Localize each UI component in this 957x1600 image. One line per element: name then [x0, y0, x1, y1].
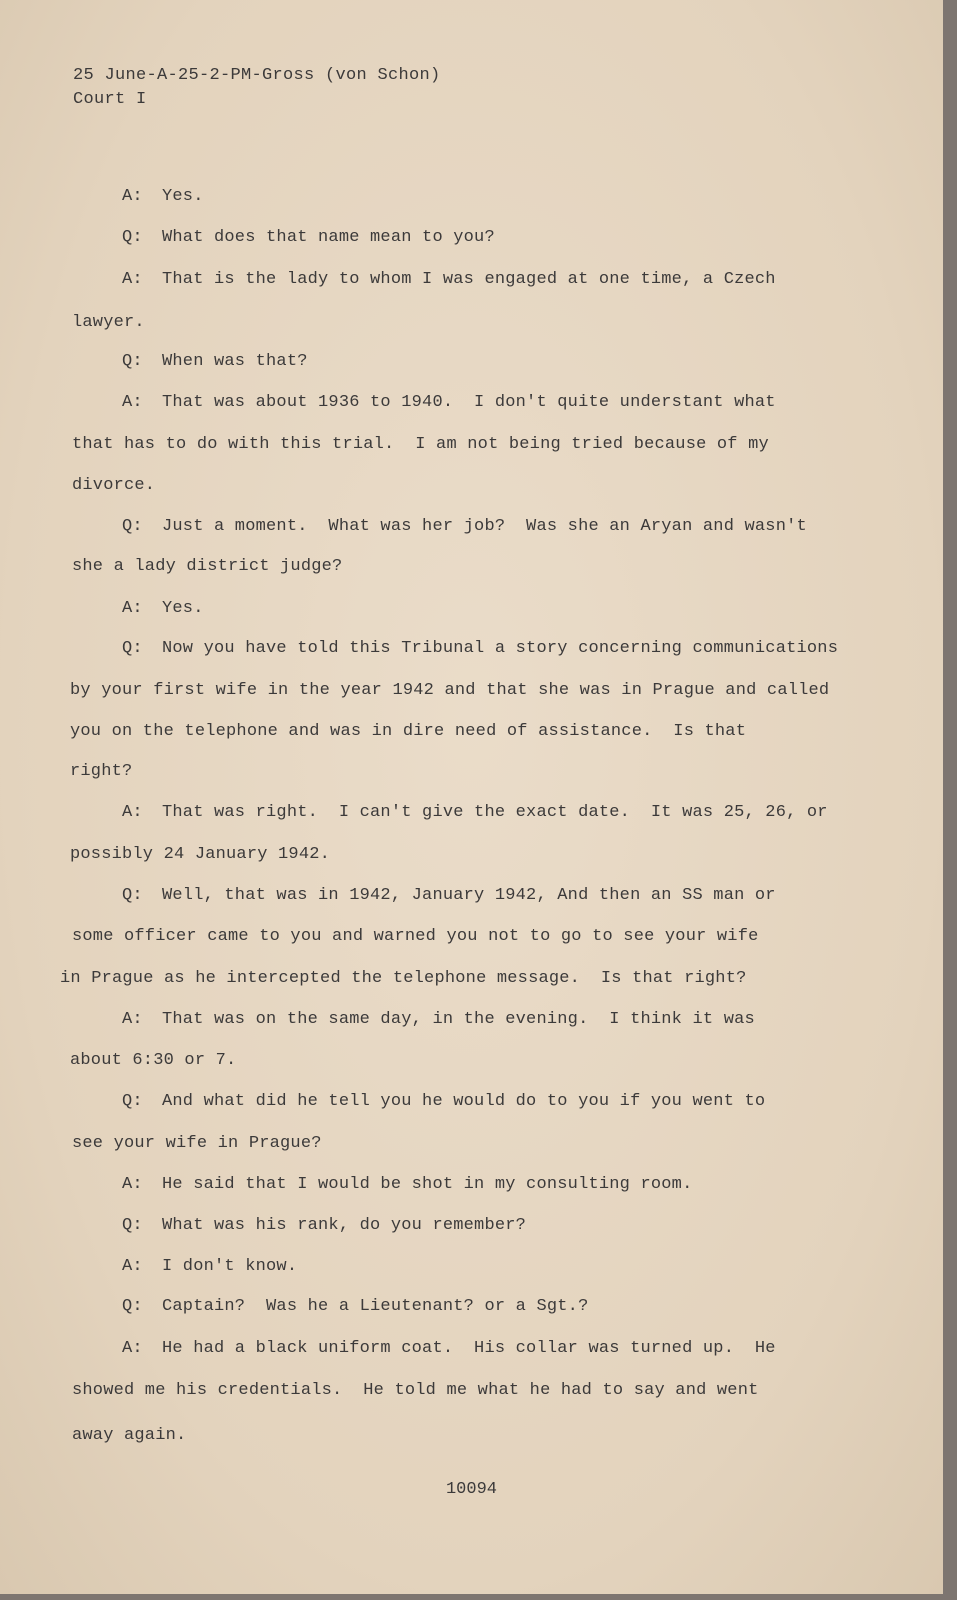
line-text: by your first wife in the year 1942 and that she was in Prague and called: [70, 681, 830, 700]
line-text: That was about 1936 to 1940. I don't quite understant what: [162, 393, 776, 412]
transcript-continuation: [70, 762, 132, 781]
line-text: that has to do with this trial. I am not being tried because of my: [72, 435, 769, 454]
transcript-line: [122, 187, 204, 206]
transcript-line: [122, 639, 838, 658]
line-text: lawyer.: [72, 313, 145, 332]
transcript-line: [122, 228, 495, 247]
line-text: she a lady district judge?: [72, 557, 343, 576]
document-header: [73, 64, 441, 112]
transcript-line: [122, 886, 776, 905]
transcript-continuation: [72, 1426, 186, 1445]
transcript-line: [122, 1257, 297, 1276]
transcript-line: [122, 1010, 755, 1029]
line-text: He said that I would be shot in my consulting room.: [162, 1175, 693, 1194]
line-text: That was on the same day, in the evening. I think it was: [162, 1010, 755, 1029]
speaker-label: Q:: [122, 517, 143, 536]
transcript-continuation: [72, 435, 769, 454]
speaker-label: A:: [122, 187, 143, 206]
speaker-label: Q:: [122, 1216, 143, 1235]
line-text: showed me his credentials. He told me what he had to say and went: [72, 1381, 759, 1400]
line-text: What does that name mean to you?: [162, 228, 495, 247]
transcript-continuation: [70, 681, 829, 700]
line-text: Yes.: [162, 599, 204, 618]
line-text: possibly 24 January 1942.: [70, 845, 331, 864]
speaker-label: A:: [122, 803, 143, 822]
line-text: divorce.: [72, 476, 156, 495]
transcript-line: [122, 599, 204, 618]
speaker-label: Q:: [122, 639, 143, 658]
line-text: Captain? Was he a Lieutenant? or a Sgt.?: [162, 1297, 589, 1316]
line-text: And what did he tell you he would do to you if you went to: [162, 1092, 766, 1111]
transcript-continuation: [70, 722, 746, 741]
transcript-continuation: [72, 1381, 759, 1400]
line-text: What was his rank, do you remember?: [162, 1216, 527, 1235]
speaker-label: A:: [122, 1257, 143, 1276]
speaker-label: Q:: [122, 228, 143, 247]
speaker-label: A:: [122, 1339, 143, 1358]
transcript-line: [122, 352, 308, 371]
line-text: When was that?: [162, 352, 308, 371]
transcript-continuation: [72, 476, 155, 495]
line-text: That is the lady to whom I was engaged at one time, a Czech: [162, 270, 776, 289]
speaker-label: Q:: [122, 1092, 143, 1111]
header-reference: 25 June-A-25-2-PM-Gross (von Schon): [73, 66, 441, 85]
transcript-line: [122, 1297, 588, 1316]
line-text: away again.: [72, 1426, 187, 1445]
line-text: Now you have told this Tribunal a story concerning communications: [162, 639, 839, 658]
transcript-continuation: [72, 313, 145, 332]
transcript-continuation: [60, 969, 747, 988]
line-text: Yes.: [162, 187, 204, 206]
transcript-line: [122, 1175, 693, 1194]
speaker-label: A:: [122, 1010, 143, 1029]
speaker-label: Q:: [122, 352, 143, 371]
header-court: Court I: [73, 90, 147, 109]
speaker-label: Q:: [122, 1297, 143, 1316]
transcript-line: [122, 517, 807, 536]
transcript-line: [122, 393, 776, 412]
line-text: you on the telephone and was in dire need of assistance. Is that: [70, 722, 747, 741]
transcript-continuation: [72, 1134, 322, 1153]
line-text: some officer came to you and warned you not to go to see your wife: [72, 927, 759, 946]
transcript-line: [122, 1092, 765, 1111]
page-number: 10094: [445, 1480, 497, 1499]
speaker-label: A:: [122, 270, 143, 289]
line-text: Well, that was in 1942, January 1942, And then an SS man or: [162, 886, 776, 905]
transcript-line: [122, 1216, 526, 1235]
transcript-line: [122, 1339, 776, 1358]
transcript-continuation: [72, 927, 759, 946]
line-text: right?: [70, 762, 133, 781]
transcript-continuation: [72, 557, 342, 576]
transcript-line: [122, 803, 828, 822]
line-text: He had a black uniform coat. His collar was turned up. He: [162, 1339, 776, 1358]
line-text: in Prague as he intercepted the telephone message. Is that right?: [60, 969, 747, 988]
transcript-line: [122, 270, 776, 289]
speaker-label: A:: [122, 1175, 143, 1194]
line-text: I don't know.: [162, 1257, 298, 1276]
line-text: see your wife in Prague?: [72, 1134, 322, 1153]
transcript-continuation: [70, 845, 330, 864]
speaker-label: Q:: [122, 886, 143, 905]
line-text: about 6:30 or 7.: [70, 1051, 237, 1070]
line-text: Just a moment. What was her job? Was she an Aryan and wasn't: [162, 517, 807, 536]
line-text: That was right. I can't give the exact date. It was 25, 26, or: [162, 803, 828, 822]
speaker-label: A:: [122, 393, 143, 412]
speaker-label: A:: [122, 599, 143, 618]
transcript-continuation: [70, 1051, 236, 1070]
